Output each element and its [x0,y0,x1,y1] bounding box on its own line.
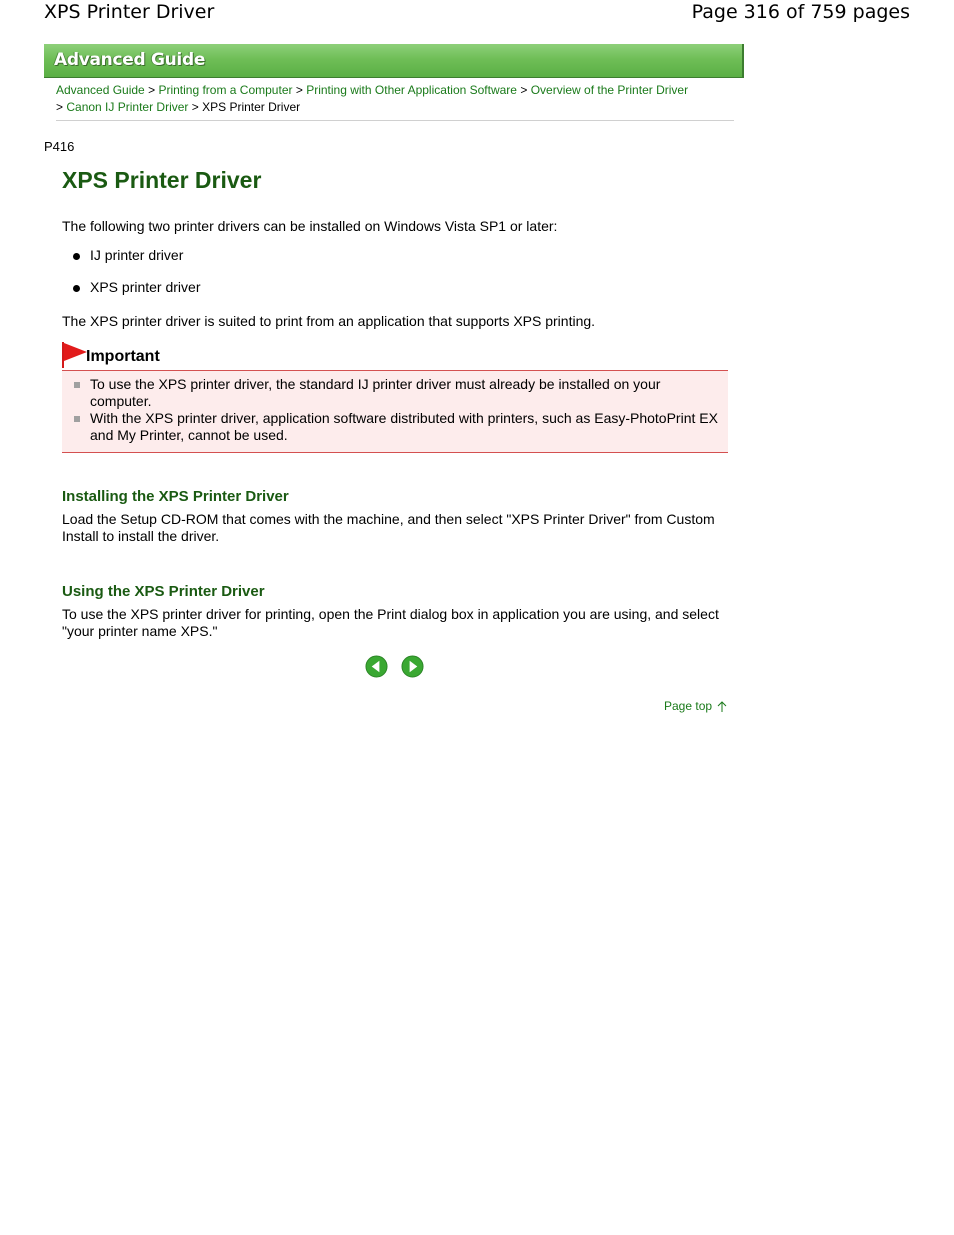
section-body-using: To use the XPS printer driver for printing, open the Print dialog box in application you are using, and select "your printer name XPS." [62,606,719,639]
important-title: Important [86,348,160,365]
section-heading-installing: Installing the XPS Printer Driver [62,488,289,505]
section-heading-using: Using the XPS Printer Driver [62,583,265,600]
breadcrumb-link-canon-ij-printer-driver[interactable]: Canon IJ Printer Driver [66,100,189,114]
important-notice [62,342,728,453]
list-item [62,247,728,264]
page-code: P416 [44,139,75,154]
up-arrow-icon [717,701,727,713]
suited-text: The XPS printer driver is suited to print from an application that supports XPS printing. [62,313,596,329]
square-bullet-icon [74,382,80,388]
breadcrumb-link-printing-from-computer[interactable]: Printing from a Computer [158,83,293,97]
page-counter: Page 316 of 759 pages [691,1,910,23]
next-arrow-icon[interactable] [401,655,424,678]
breadcrumb [56,82,736,116]
breadcrumb-link-other-application-software[interactable]: Printing with Other Application Software [306,83,517,97]
breadcrumb-separator: > [148,83,156,97]
bullet-icon [73,285,80,292]
important-box [62,370,728,453]
list-item [62,279,728,296]
breadcrumb-divider [56,120,734,121]
breadcrumb-separator: > [295,83,303,97]
list-item-text: XPS printer driver [90,279,201,295]
breadcrumb-separator: > [520,83,528,97]
red-flag-icon [62,342,88,368]
list-item-text: IJ printer driver [90,247,184,263]
document-title: XPS Printer Driver [44,1,215,23]
important-header [62,342,728,370]
page-top-label: Page top [664,699,713,713]
intro-text: The following two printer drivers can be installed on Windows Vista SP1 or later: [62,218,558,234]
page-navigation [365,655,425,679]
important-item-text: To use the XPS printer driver, the standard IJ printer driver must already be installed on your computer. [90,376,661,409]
page-top-link[interactable] [664,699,727,713]
banner-label: Advanced Guide [54,50,206,70]
breadcrumb-separator: > [56,100,64,114]
breadcrumb-current: XPS Printer Driver [202,100,301,114]
square-bullet-icon [74,416,80,422]
page-heading: XPS Printer Driver [62,167,262,193]
bullet-icon [73,253,80,260]
section-body-installing: Load the Setup CD-ROM that comes with the machine, and then select "XPS Printer Driver" from Custom Install to install the driver. [62,511,715,544]
driver-list [62,247,728,296]
main-content [62,165,728,640]
important-item-text: With the XPS printer driver, application software distributed with printers, such as Easy-PhotoPrint EX and My Printer, cannot be used. [90,410,718,443]
breadcrumb-link-overview-printer-driver[interactable]: Overview of the Printer Driver [530,83,689,97]
important-item [90,410,720,444]
breadcrumb-separator: > [191,100,199,114]
advanced-guide-banner [44,44,744,78]
important-item [90,376,720,410]
previous-arrow-icon[interactable] [365,655,388,678]
breadcrumb-link-advanced-guide[interactable]: Advanced Guide [56,83,145,97]
